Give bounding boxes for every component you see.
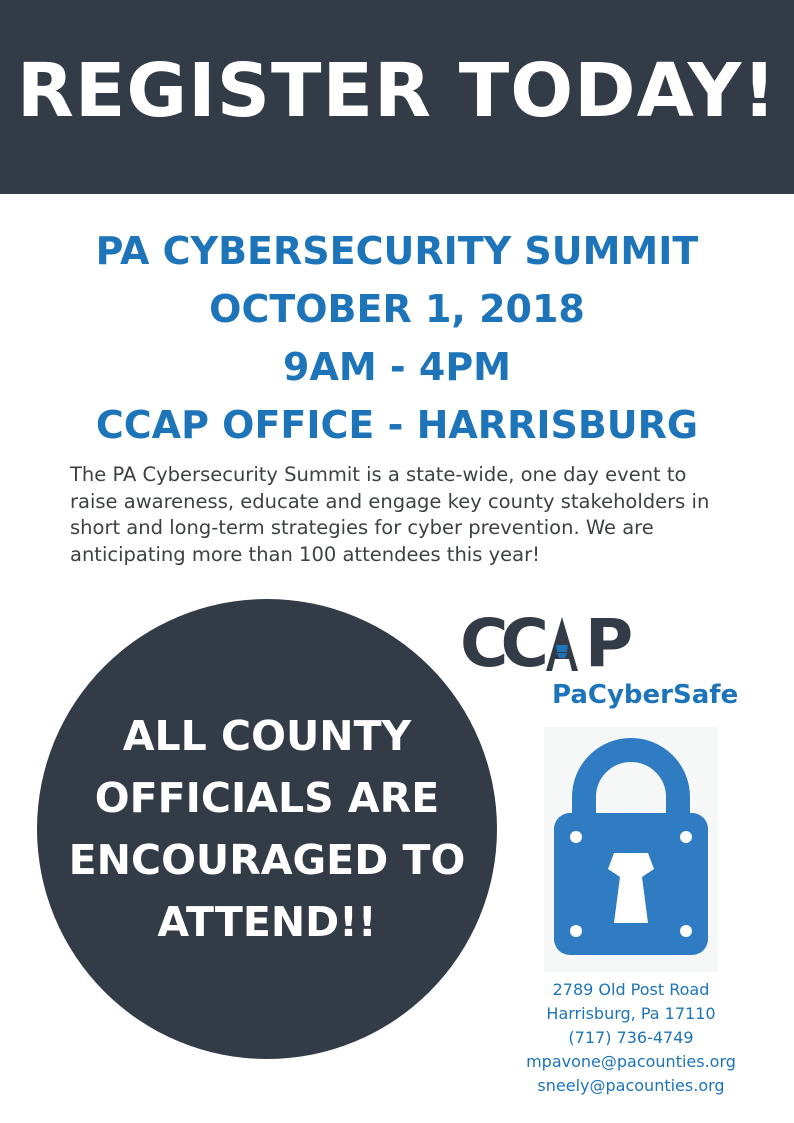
callout-line: ALL COUNTY	[122, 712, 412, 760]
address-line: 2789 Old Post Road	[552, 980, 710, 999]
event-location: CCAP OFFICE - HARRISBURG	[95, 403, 699, 447]
logo-letter: C	[500, 605, 541, 682]
email-link[interactable]: sneely@pacounties.org	[537, 1076, 725, 1095]
ccap-logo	[460, 605, 626, 682]
event-description: The PA Cybersecurity Summit is a state-wide, one day event to raise awareness, educate and engage key county stakeholders in short and long-term strategies for cyber prevention. We are anticipating more than 100 attendees this year!	[70, 463, 710, 566]
event-name: PA CYBERSECURITY SUMMIT	[95, 229, 699, 273]
callout-circle	[37, 599, 497, 1059]
event-time: 9AM - 4PM	[283, 345, 511, 389]
header-banner	[0, 0, 794, 194]
logo-letter: C	[460, 605, 501, 682]
contact-info	[500, 978, 762, 1098]
register-today-title: REGISTER TODAY!	[16, 48, 778, 134]
email-link[interactable]: mpavone@pacounties.org	[526, 1052, 736, 1071]
event-date: OCTOBER 1, 2018	[209, 287, 585, 331]
padlock-keystone-icon	[544, 727, 718, 972]
callout-line: ENCOURAGED TO	[68, 836, 466, 884]
callout-line: OFFICIALS ARE	[94, 774, 440, 822]
phone-number: (717) 736-4749	[568, 1028, 694, 1047]
event-details	[0, 222, 794, 454]
keystone-icon	[545, 615, 579, 673]
address-line: Harrisburg, Pa 17110	[546, 1004, 716, 1023]
logo-letter: P	[584, 605, 626, 682]
callout-line: ATTEND!!	[157, 898, 377, 946]
pacybersafe-subtitle: PaCyberSafe	[552, 680, 739, 710]
